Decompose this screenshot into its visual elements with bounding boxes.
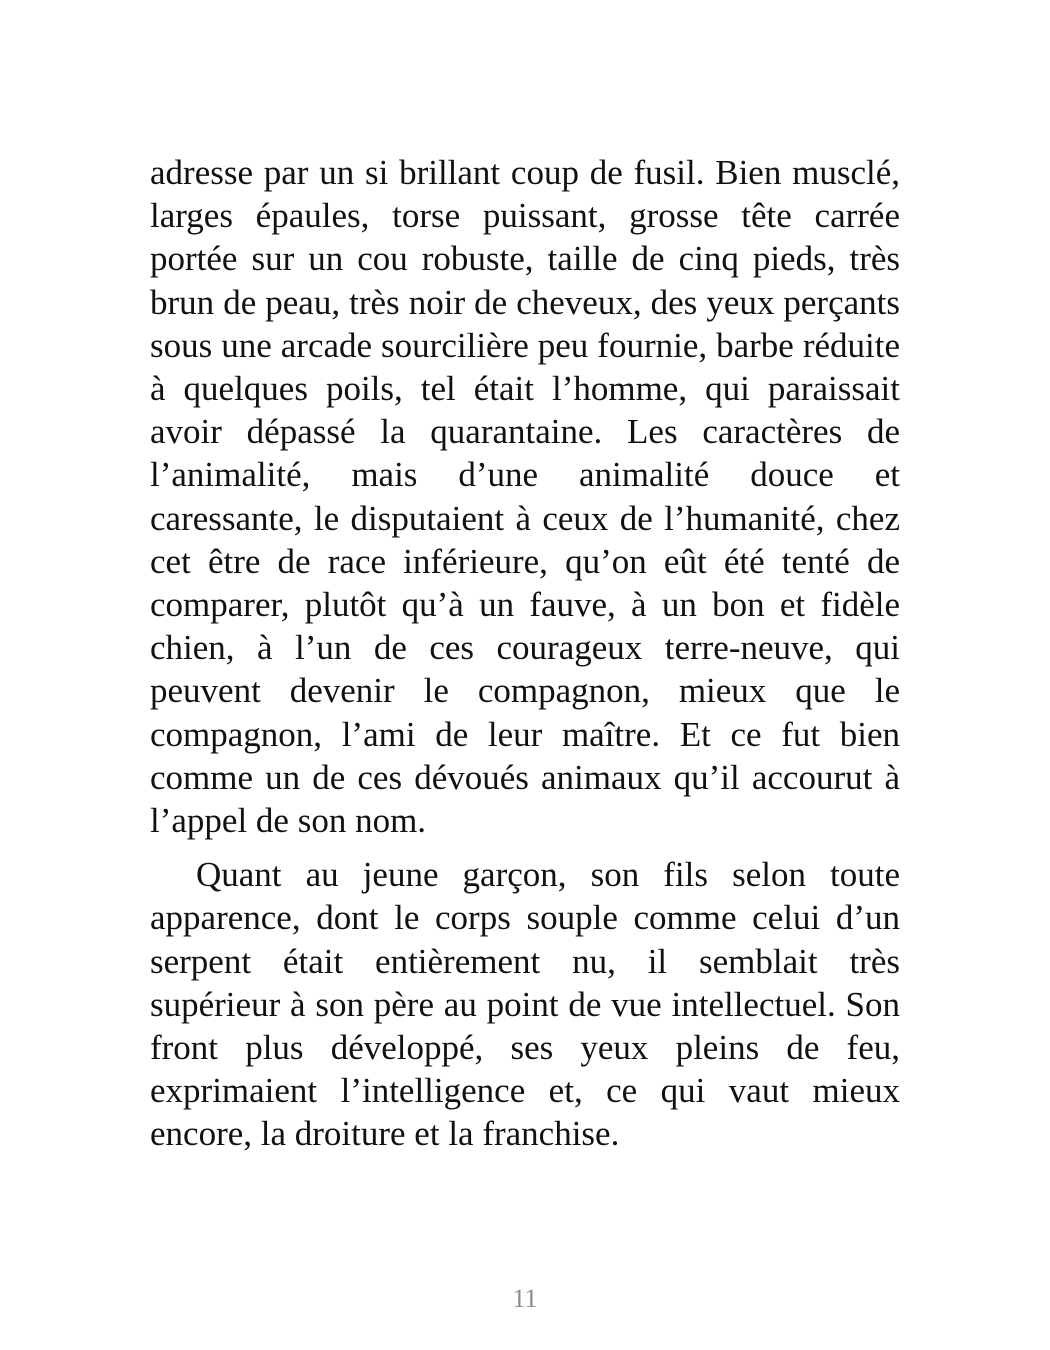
paragraph-2: Quant au jeune garçon, son fils selon toute apparence, dont le corps souple comme celui d’un serpent était entièrement nu, il semblait très supérieur à son père au point de vue intellectuel. Son front plus développé, ses yeux pleins de feu, exprimaient l’intelligence et, ce qui vaut mieux encore, la droiture et la franchise. bbox=[150, 855, 900, 1154]
page-number: 11 bbox=[512, 1284, 538, 1313]
paragraph-1: adresse par un si brillant coup de fusil. Bien musclé, larges épaules, torse puissant, grosse tête carrée portée sur un cou robuste, taille de cinq pieds, très brun de peau, très noir de cheveux, des yeux perçants sous une arcade sourcilière peu fournie, barbe réduite à quelques poils, tel était l’homme, qui paraissait avoir dépassé la quarantaine. Les caractères de l’animalité, mais d’une animalité douce et caressante, le disputaient à ceux de l’humanité, chez cet être de race inférieure, qu’on eût été tenté de comparer, plutôt qu’à un fauve, à un bon et fidèle chien, à l’un de ces courageux terre-neuve, qui peuvent devenir le compagnon, mieux que le compagnon, l’ami de leur maître. Et ce fut bien comme un de ces dévoués animaux qu’il accourut à l’appel de son nom. bbox=[150, 153, 900, 841]
body-text bbox=[150, 151, 900, 1156]
